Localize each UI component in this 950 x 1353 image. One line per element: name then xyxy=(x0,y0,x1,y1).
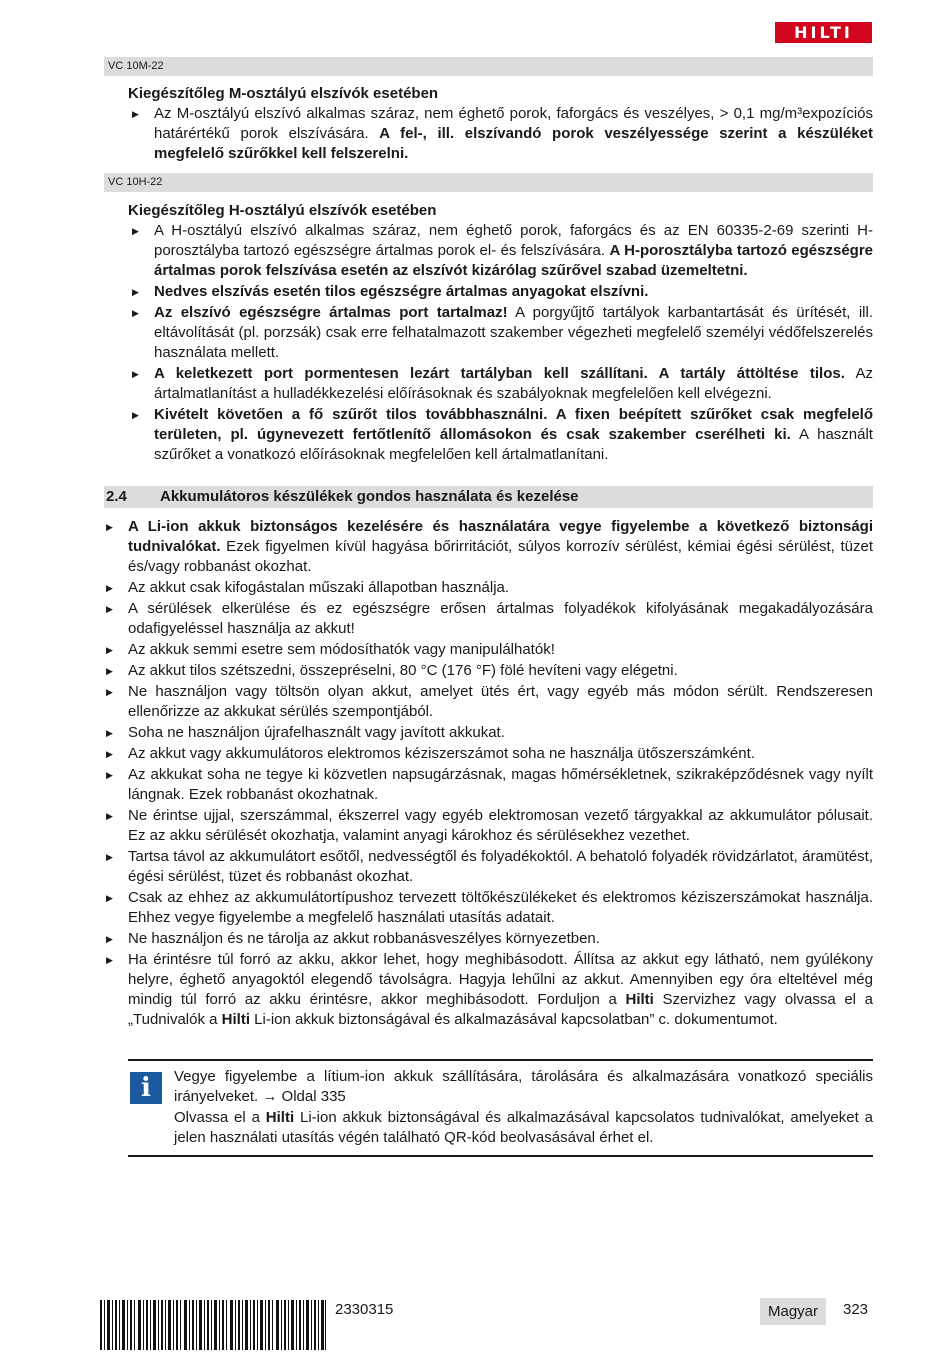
hilti-logo: HILTI xyxy=(775,22,872,43)
bullet-arrow-icon: ▶ xyxy=(106,852,113,862)
list-item: ▶ Kivételt követően a fő szűrőt tilos továbbhasználni. A fixen beépített szűrőket csak megfelelő területen, pl. úgynevezett fertőtlenítő állomásokon és csak szakember cserélheti ki. A használt szűrőket a vonatkozó előírásoknak megfelelően kell ártalmatlanítani. xyxy=(132,406,873,463)
bullet-arrow-icon: ▶ xyxy=(106,604,113,614)
list-item: ▶ Az akkut tilos szétszedni, összepréselni, 80 °C (176 °F) fölé hevíteni vagy elégetni. xyxy=(106,662,678,679)
bullet-arrow-icon: ▶ xyxy=(106,955,113,965)
list-item: ▶ A H-osztályú elszívó alkalmas száraz, nem éghető porok, faforgács és az EN 60335-2-69 szerinti H-porosztályba tartozó egészségre ártalmas porok el- és felszívására. A H-porosztályba tartozó egészségre ártalmas porok felszívása esetén az elszívót kizárólag szűrővel szabad üzemeltetni. xyxy=(132,222,874,279)
bullet-arrow-icon: ▶ xyxy=(106,522,113,532)
list-item: ▶ A keletkezett port pormentesen lezárt tartályban kell szállítani. A tartály áttöltése tilos. Az ártalmatlanítást a hulladékkezelési előírásoknak és szabályoknak megfelelően kell elvégezni. xyxy=(132,365,873,402)
model-bar-h: VC 10H-22 xyxy=(104,173,873,192)
bullet-arrow-icon: ▶ xyxy=(132,109,139,119)
model-bar-m: VC 10M-22 xyxy=(104,57,873,76)
list-item: ▶ Ne használjon vagy töltsön olyan akkut, amelyet ütés ért, vagy egyéb más módon sérült. Rendszeresen ellenőrizze az akkukat sérülés szempontjából. xyxy=(106,683,873,720)
list-battery-safety xyxy=(102,517,873,1031)
bullet-arrow-icon: ▶ xyxy=(106,728,113,738)
heading-m-class: Kiegészítőleg M-osztályú elszívók esetében xyxy=(128,85,439,102)
document-number: 2330315 xyxy=(335,1301,394,1318)
list-item: ▶ Nedves elszívás esetén tilos egészségre ártalmas anyagokat elszívni. xyxy=(132,283,649,300)
note-text-2: Olvassa el a Hilti Li-ion akkuk biztonságával és alkalmazásával kapcsolatos tudnivalókat, amelyeket a jelen használati utasítás végén található QR-kód beolvasásával érhet el. xyxy=(174,1109,873,1146)
bullet-arrow-icon: ▶ xyxy=(106,583,113,593)
bullet-arrow-icon: ▶ xyxy=(106,749,113,759)
section-number: 2.4 xyxy=(106,488,127,505)
page-number: 323 xyxy=(843,1301,869,1318)
list-item: ▶ Az akkuk semmi esetre sem módosíthatók vagy manipulálhatók! xyxy=(106,641,555,658)
bullet-arrow-icon: ▶ xyxy=(106,645,113,655)
list-item: ▶ Az akkut csak kifogástalan műszaki állapotban használja. xyxy=(106,579,510,596)
language-label: Magyar xyxy=(760,1298,826,1325)
bullet-arrow-icon: ▶ xyxy=(132,369,139,379)
note-text-1: Vegye figyelembe a lítium-ion akkuk szállítására, tárolására és alkalmazására vonatkozó speciális irányelveket. → Oldal 335 xyxy=(174,1068,873,1105)
list-item: ▶ Az elszívó egészségre ártalmas port tartalmaz! A porgyűjtő tartályok karbantartását és ürítését, ill. eltávolítását (pl. porzsák) csak erre felhatalmazott szakember végezheti megfelelő személyi védőfelszerelés használata mellett. xyxy=(132,304,873,361)
list-item: ▶ Az M-osztályú elszívó alkalmas száraz, nem éghető porok, faforgács és veszélyes, > 0,1 mg/m³expozíciós határértékű porok elszívására. A fel-, ill. elszívandó porok veszélyessége szerint a készüléket megfelelő szűrőkkel kell felszerelni. xyxy=(132,105,873,162)
list-item: ▶ Soha ne használjon újrafelhasznált vagy javított akkukat. xyxy=(106,724,505,741)
barcode-icon xyxy=(100,1300,326,1350)
list-item: ▶ A sérülések elkerülése és ez egészségre erősen ártalmas folyadékok kifolyásának megakadályozására odafigyeléssel használja az akkut! xyxy=(106,600,873,637)
bullet-arrow-icon: ▶ xyxy=(132,410,139,420)
list-h-class xyxy=(128,221,873,466)
info-icon: i xyxy=(130,1072,162,1104)
list-item: ▶ Tartsa távol az akkumulátort esőtől, nedvességtől és folyadékoktól. A behatoló folyadék rövidzárlatot, áramütést, égési sérülést, tüzet és robbanást okozhat. xyxy=(106,848,873,885)
list-item: ▶ Ne érintse ujjal, szerszámmal, ékszerrel vagy egyéb elektromosan vezető tárgyakkal az akkumulátor pólusait. Ez az akku sérülését okozhatja, valamint anyagi károkhoz és sérülésekhez vezethet. xyxy=(106,807,873,844)
section-title: Akkumulátoros készülékek gondos használata és kezelése xyxy=(160,488,579,505)
section-title-bar xyxy=(104,486,873,508)
list-item: ▶ Az akkut vagy akkumulátoros elektromos kéziszerszámot soha ne használja ütőszerszámként. xyxy=(106,745,755,762)
bullet-arrow-icon: ▶ xyxy=(106,893,113,903)
bullet-arrow-icon: ▶ xyxy=(106,687,113,697)
list-m-class xyxy=(128,104,873,165)
list-item: ▶ A Li-ion akkuk biztonságos kezelésére és használatára vegye figyelembe a következő biztonsági tudnivalókat. Ezek figyelmen kívül hagyása bőrirritációt, súlyos korrozív sérülést, kémiai égési sérülést, tüzet és/vagy robbanást okozhat. xyxy=(106,518,873,575)
list-item: ▶ Ne használjon és ne tárolja az akkut robbanásveszélyes környezetben. xyxy=(106,930,600,947)
bullet-arrow-icon: ▶ xyxy=(106,934,113,944)
list-item: ▶ Ha érintésre túl forró az akku, akkor lehet, hogy meghibásodott. Állítsa az akkut egy látható, nem gyúlékony helyre, éghető anyagoktól elegendő távolságra. Hagyja lehűlni az akkut. Amennyiben egy óra elteltével még mindig túl forró az akku érintésre, akkor meghibásodott. Forduljon a Hilti Szervizhez vagy olvassa el a „Tudnivalók a Hilti Li-ion akkuk biztonságával és alkalmazásával kapcsolatban” c. dokumentumot. xyxy=(106,951,873,1028)
bullet-arrow-icon: ▶ xyxy=(106,811,113,821)
bullet-arrow-icon: ▶ xyxy=(132,308,139,318)
list-item: ▶ Csak az ehhez az akkumulátortípushoz tervezett töltőkészülékeket és elektromos kéziszerszámokat használja. Ehhez vegye figyelembe a megfelelő használati utasítás adatait. xyxy=(106,889,873,926)
bullet-arrow-icon: ▶ xyxy=(132,226,139,236)
bullet-arrow-icon: ▶ xyxy=(106,770,113,780)
bullet-arrow-icon: ▶ xyxy=(106,666,113,676)
list-item: ▶ Az akkukat soha ne tegye ki közvetlen napsugárzásnak, magas hőmérsékletnek, szikraképződésnek vagy nyílt lángnak. Ezek robbanást okozhatnak. xyxy=(106,766,873,803)
heading-h-class: Kiegészítőleg H-osztályú elszívók esetében xyxy=(128,202,437,219)
bullet-arrow-icon: ▶ xyxy=(132,287,139,297)
info-note xyxy=(128,1059,873,1157)
